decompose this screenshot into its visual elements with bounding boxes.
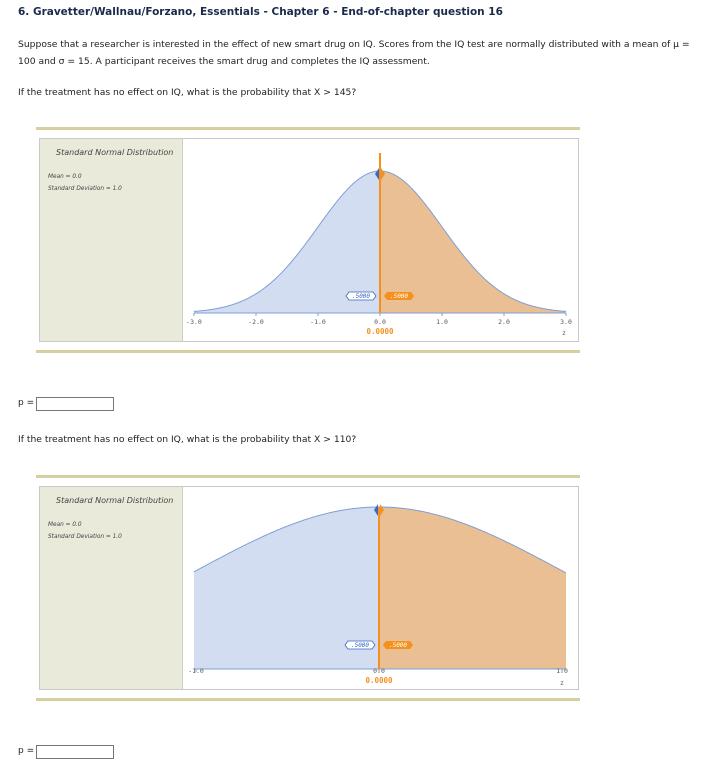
- svg-text:.5000: .5000: [351, 293, 371, 300]
- parameters-panel: [40, 139, 183, 341]
- tick-label: 2.0: [498, 318, 510, 326]
- tick-label: 1.0: [556, 667, 568, 675]
- svg-text:.5000: .5000: [388, 642, 408, 649]
- distribution-widget-2: [36, 475, 580, 703]
- svg-text:.5000: .5000: [350, 642, 370, 649]
- mean-readout: Mean = 0.0: [48, 174, 82, 180]
- bottom-rule: [36, 698, 580, 701]
- svg-text:.5000: .5000: [389, 293, 409, 300]
- widget-frame: [39, 138, 579, 342]
- answer-label-1: p =: [18, 398, 35, 408]
- probability-input-1[interactable]: [36, 397, 114, 411]
- top-rule: [36, 127, 580, 130]
- z-axis-label: z: [562, 329, 566, 337]
- sd-readout: Standard Deviation = 1.0: [48, 534, 122, 540]
- right-tail-area: [380, 171, 566, 313]
- question-part2: If the treatment has no effect on IQ, what is the probability that X > 110?: [18, 434, 357, 445]
- cut-tick-label: 0.0: [374, 318, 386, 326]
- answer-label-2: p =: [18, 746, 35, 756]
- right-probability-badge: [383, 641, 413, 649]
- cut-tick-label: 0.0: [373, 667, 385, 675]
- sd-readout: Standard Deviation = 1.0: [48, 186, 122, 192]
- tick-label: -1.0: [188, 667, 204, 675]
- parameters-panel: [40, 487, 183, 689]
- top-rule: [36, 475, 580, 478]
- tick-label: 1.0: [436, 318, 448, 326]
- tick-label: -3.0: [186, 318, 202, 326]
- tick-label: -2.0: [248, 318, 264, 326]
- panel-title: Standard Normal Distribution: [56, 148, 174, 157]
- question-part1: If the treatment has no effect on IQ, what is the probability that X > 145?: [18, 87, 357, 98]
- left-probability-badge: [345, 641, 375, 649]
- bottom-rule: [36, 350, 580, 353]
- tick-label: 3.0: [560, 318, 572, 326]
- panel-title: Standard Normal Distribution: [56, 496, 174, 505]
- normal-distribution-plot[interactable]: [182, 487, 578, 689]
- question-title: 6. Gravetter/Wallnau/Forzano, Essentials - Chapter 6 - End-of-chapter question 16: [18, 6, 503, 18]
- widget-frame: [39, 486, 579, 690]
- cut-z-readout: 0.0000: [366, 327, 394, 336]
- right-probability-badge: [384, 292, 414, 300]
- mean-readout: Mean = 0.0: [48, 522, 82, 528]
- distribution-widget-1: [36, 127, 580, 355]
- z-axis-label: z: [560, 679, 564, 687]
- normal-distribution-plot[interactable]: [182, 139, 578, 341]
- probability-input-2[interactable]: [36, 745, 114, 759]
- tick-label: -1.0: [310, 318, 326, 326]
- left-probability-badge: [346, 292, 376, 300]
- question-intro: Suppose that a researcher is interested in the effect of new smart drug on IQ. Scores from the IQ test are normally distributed with a mean of μ = 100 and σ = 15. A participant receives the smart drug and completes the IQ assessment.: [18, 39, 690, 67]
- cut-z-readout: 0.0000: [365, 676, 393, 685]
